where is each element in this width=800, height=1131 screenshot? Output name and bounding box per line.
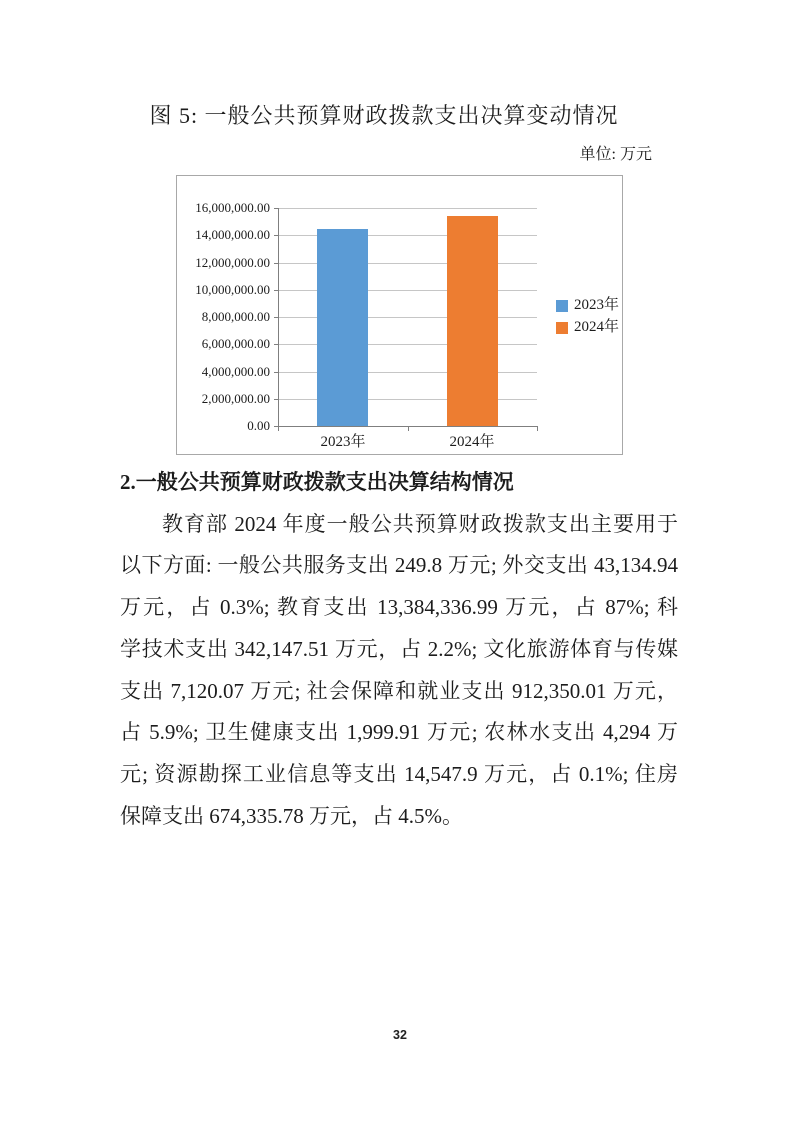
x-axis-tick (408, 426, 409, 431)
y-axis-label: 6,000,000.00 (201, 336, 270, 351)
chart-legend (556, 297, 619, 341)
y-axis-label: 14,000,000.00 (195, 227, 270, 242)
page-number: 32 (393, 1028, 407, 1042)
paragraph-line-3: 万元，占 0.3%; 教育支出 13,384,336.99 万元，占 87%; 科 (120, 595, 678, 620)
section-heading: 2.一般公共预算财政拨款支出决算结构情况 (120, 470, 514, 494)
x-axis-tick (278, 426, 279, 431)
y-axis-line (278, 208, 279, 426)
paragraph-line-5: 支出 7,120.07 万元; 社会保障和就业支出 912,350.01 万元， (120, 678, 678, 703)
legend-swatch-2023 (556, 300, 568, 312)
y-axis-label: 16,000,000.00 (195, 200, 270, 215)
bar-chart (176, 175, 623, 455)
y-axis-label: 2,000,000.00 (201, 391, 270, 406)
bar-2023年 (317, 229, 368, 426)
gridline (278, 208, 537, 209)
paragraph-line-8: 保障支出 674,335.78 万元，占 4.5%。 (120, 803, 463, 828)
paragraph-line-2: 以下方面: 一般公共服务支出 249.8 万元; 外交支出 43,134.94 (120, 553, 678, 578)
x-axis-tick (537, 426, 538, 431)
body-text (120, 462, 678, 837)
y-axis-label: 10,000,000.00 (195, 282, 270, 297)
figure-title: 图 5: 一般公共预算财政拨款支出决算变动情况 (149, 103, 619, 128)
paragraph-line-1: 教育部 2024 年度一般公共预算财政拨款支出主要用于 (162, 511, 678, 536)
legend-item-2024 (556, 319, 619, 336)
legend-label-2023: 2023年 (574, 297, 620, 313)
paragraph-line-7: 元; 资源勘探工业信息等支出 14,547.9 万元，占 0.1%; 住房 (120, 761, 678, 786)
legend-swatch-2024 (556, 322, 568, 334)
y-axis-label: 0.00 (247, 418, 270, 433)
y-axis-label: 8,000,000.00 (201, 309, 270, 324)
paragraph-line-4: 学技术支出 342,147.51 万元，占 2.2%; 文化旅游体育与传媒 (120, 636, 678, 661)
x-axis-label: 2023年 (320, 434, 366, 450)
x-axis-label: 2024年 (449, 434, 495, 450)
unit-row (120, 146, 678, 164)
legend-item-2023 (556, 297, 619, 314)
bar-2024年 (447, 216, 498, 426)
y-axis-label: 4,000,000.00 (201, 364, 270, 379)
paragraph-line-6: 占 5.9%; 卫生健康支出 1,999.91 万元; 农林水支出 4,294 万 (120, 720, 678, 745)
unit-label: 单位: 万元 (579, 146, 652, 163)
legend-label-2024: 2024年 (574, 319, 620, 335)
y-axis-label: 12,000,000.00 (195, 255, 270, 270)
